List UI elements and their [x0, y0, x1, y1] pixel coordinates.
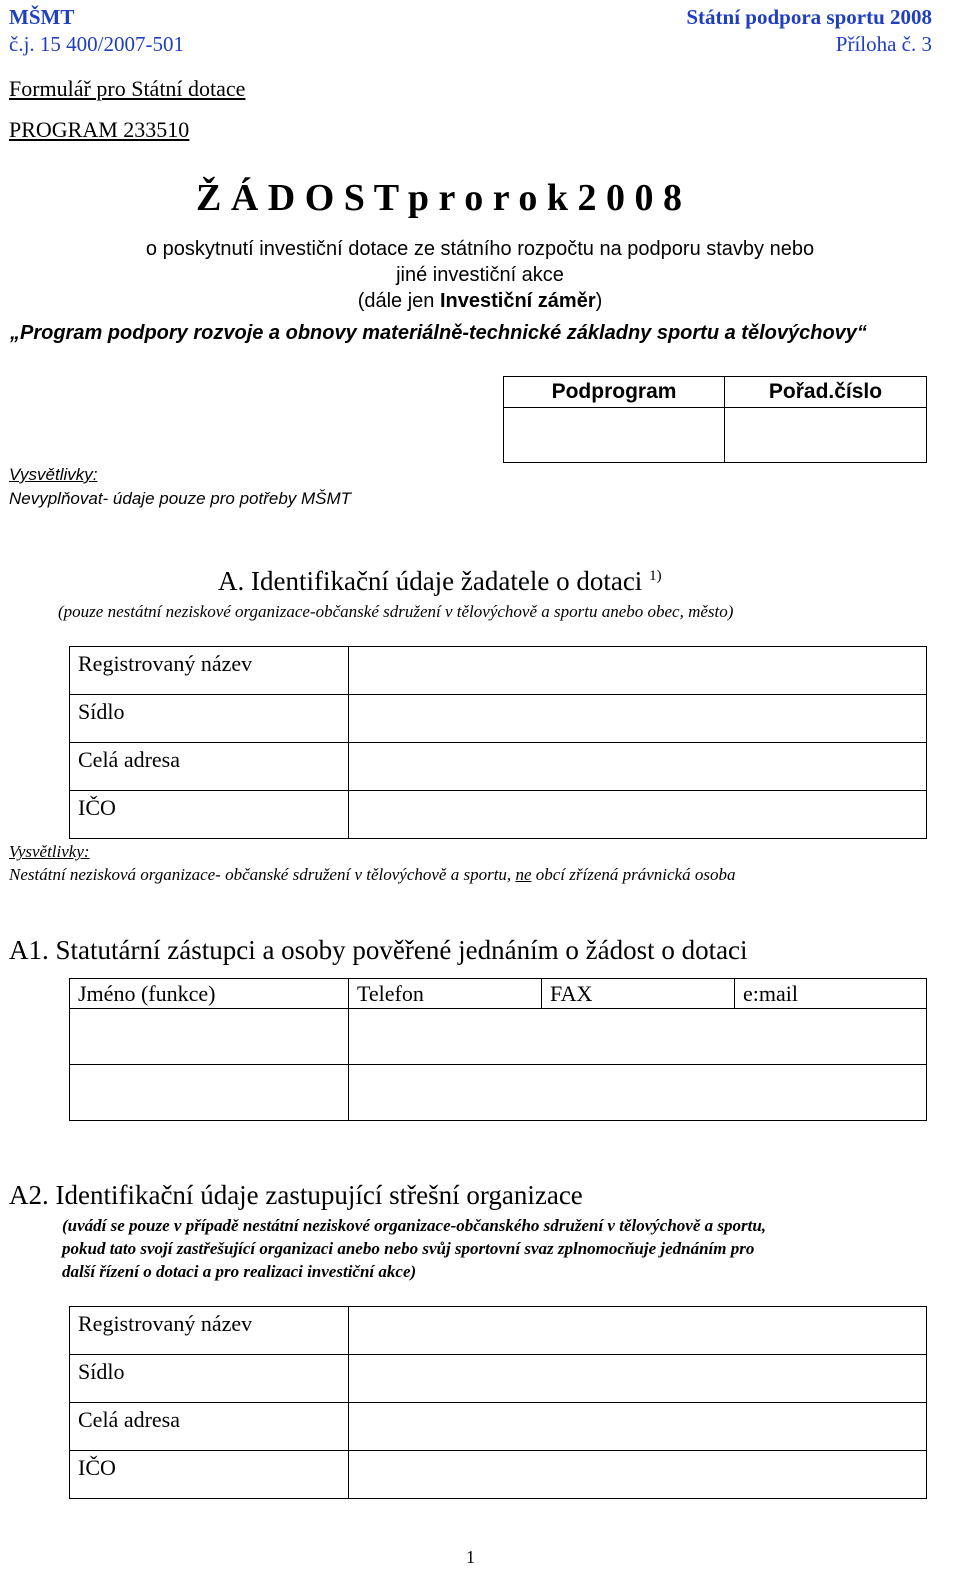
- label-registered-name: Registrovaný název: [70, 647, 349, 695]
- office-col-subprogram: Podprogram: [504, 377, 725, 408]
- explanation1-text: Nevyplňovat- údaje pouze pro potřeby MŠMT: [9, 489, 352, 508]
- subtitle-line3: [0, 290, 960, 313]
- explanation2-text: [9, 865, 735, 885]
- a1-col-phone: Telefon: [349, 979, 542, 1009]
- a2-label-registered-name: Registrovaný název: [70, 1307, 349, 1355]
- a1-row2-contacts[interactable]: [349, 1065, 927, 1121]
- field-full-address[interactable]: [349, 743, 927, 791]
- header-reference: č.j. 15 400/2007-501: [9, 32, 184, 56]
- office-use-table: [503, 376, 927, 463]
- a2-field-ico[interactable]: [349, 1451, 927, 1499]
- field-registered-name[interactable]: [349, 647, 927, 695]
- subtitle-prefix: (dále jen: [357, 290, 440, 312]
- explanation2-part2: obcí zřízená právnická osoba: [531, 865, 736, 884]
- section-a1-table: [69, 978, 927, 1121]
- section-a2-note-line3: další řízení o dotaci a pro realizaci investiční akce): [62, 1262, 417, 1281]
- header-attachment: Příloha č. 3: [835, 32, 932, 56]
- explanation2-underlined: ne: [515, 865, 532, 884]
- office-col-order: Pořad.číslo: [725, 377, 927, 408]
- a1-row1-name[interactable]: [70, 1009, 349, 1065]
- subtitle-bold: Investiční záměr: [439, 290, 596, 312]
- a1-col-name: Jméno (funkce): [70, 979, 349, 1009]
- a2-field-full-address[interactable]: [349, 1403, 927, 1451]
- subtitle-line2: jiné investiční akce: [396, 264, 564, 286]
- subtitle-line1: o poskytnutí investiční dotace ze státního rozpočtu na podporu stavby nebo: [145, 238, 815, 260]
- main-title: [196, 176, 682, 220]
- section-a-title: [218, 566, 662, 597]
- form-title: Formulář pro Státní dotace: [9, 76, 246, 101]
- explanation2-title: Vysvětlivky:: [9, 842, 90, 861]
- a2-field-seat[interactable]: [349, 1355, 927, 1403]
- explanation2-part1: Nestátní nezisková organizace- občanské sdružení v tělovýchově a sportu,: [9, 865, 516, 884]
- a2-label-seat: Sídlo: [70, 1355, 349, 1403]
- section-a-footnote: 1): [649, 568, 662, 584]
- field-ico[interactable]: [349, 791, 927, 839]
- section-a1-title: A1. Statutární zástupci a osoby pověřené jednáním o žádost o dotaci: [9, 935, 748, 965]
- section-a-title-text: A. Identifikační údaje žadatele o dotaci: [218, 566, 643, 596]
- label-full-address: Celá adresa: [70, 743, 349, 791]
- page-number: 1: [466, 1547, 475, 1567]
- program-code: PROGRAM 233510: [9, 117, 190, 142]
- a1-col-email: e:mail: [735, 979, 927, 1009]
- label-seat: Sídlo: [70, 695, 349, 743]
- section-a2-title: A2. Identifikační údaje zastupující střešní organizace: [9, 1180, 583, 1210]
- section-a2-table: [69, 1306, 927, 1499]
- section-a-table: [69, 646, 927, 839]
- a2-label-full-address: Celá adresa: [70, 1403, 349, 1451]
- section-a2-note-line2: pokud tato svojí zastřešující organizaci anebo nebo svůj sportovní svaz zplnomocňuje jednáním pro: [62, 1239, 755, 1258]
- section-a-note: (pouze nestátní neziskové organizace-občanské sdružení v tělovýchově a sportu anebo obec, město): [58, 602, 734, 621]
- program-name: „Program podpory rozvoje a obnovy materiálně-technické základny sportu a tělovýchovy“: [10, 322, 867, 344]
- explanation1-title: Vysvětlivky:: [9, 465, 98, 484]
- header-ministry: MŠMT: [9, 5, 75, 29]
- a1-col-fax: FAX: [542, 979, 735, 1009]
- office-field-subprogram[interactable]: [504, 408, 725, 463]
- main-title-text: Ž Á D O S T p r o r o k 2 0 0 8: [196, 177, 683, 219]
- a1-row2-name[interactable]: [70, 1065, 349, 1121]
- label-ico: IČO: [70, 791, 349, 839]
- a2-label-ico: IČO: [70, 1451, 349, 1499]
- a2-field-registered-name[interactable]: [349, 1307, 927, 1355]
- field-seat[interactable]: [349, 695, 927, 743]
- section-a2-note-line1: (uvádí se pouze v případě nestátní neziskové organizace-občanského sdružení v tělovýchově a sportu,: [62, 1216, 767, 1235]
- subtitle-suffix: ): [595, 290, 603, 312]
- header-program: Státní podpora sportu 2008: [686, 5, 932, 29]
- office-field-order[interactable]: [725, 408, 927, 463]
- a1-row1-contacts[interactable]: [349, 1009, 927, 1065]
